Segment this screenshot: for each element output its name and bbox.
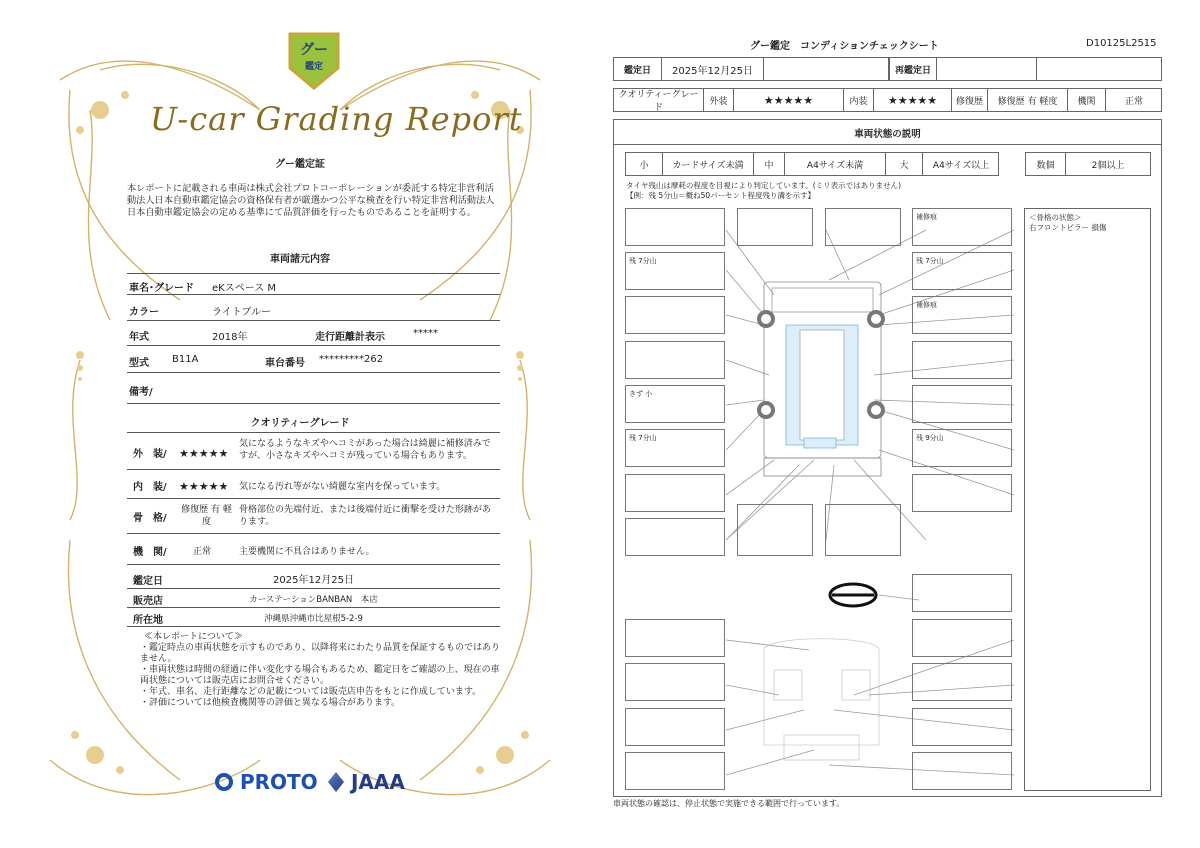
inspection-box bbox=[625, 619, 725, 657]
legend-large-desc: A4サイズ以上 bbox=[932, 160, 990, 171]
legend-small-desc: カードサイズ未満 bbox=[663, 153, 754, 175]
inspection-box: 補修痕 bbox=[912, 208, 1012, 246]
spec-row-year bbox=[127, 322, 500, 346]
proto-mark-icon bbox=[215, 773, 233, 791]
goo-appraisal-badge bbox=[286, 30, 342, 92]
certificate-title: グー鑑定証 bbox=[275, 159, 325, 170]
inspection-box bbox=[912, 341, 1012, 379]
address-row bbox=[127, 609, 500, 627]
odo-label: 走行距離計表示 bbox=[315, 332, 385, 343]
legend-medium-desc: A4サイズ未満 bbox=[785, 153, 886, 175]
shop-label: 販売店 bbox=[133, 596, 163, 607]
note-item: ・車両状態は時間の経過に伴い変化する場合もあるため、鑑定日をご確認の上、現在の車両状態については販売店にお問合せください。 bbox=[140, 665, 500, 686]
shop-row bbox=[127, 590, 500, 608]
quality-row-exterior bbox=[127, 432, 500, 470]
report-notes bbox=[140, 632, 500, 709]
model-value: B11A bbox=[172, 354, 199, 365]
redate-label: 再鑑定日 bbox=[889, 58, 937, 80]
interior-desc: 気になる汚れ等がない綺麗な室内を保っています。 bbox=[239, 482, 446, 492]
date-value: 2025年12月25日 bbox=[273, 575, 354, 586]
condition-check-sheet bbox=[600, 0, 1200, 848]
inspection-box bbox=[825, 208, 901, 246]
frame-status-box bbox=[1024, 208, 1151, 791]
legend-large: 大 bbox=[886, 153, 923, 175]
inspection-box: きず 小 bbox=[625, 385, 725, 423]
chassis-label: 車台番号 bbox=[265, 358, 305, 369]
exterior-stars: ★★★★★ bbox=[179, 447, 229, 460]
exterior-label: 外 装/ bbox=[133, 449, 167, 460]
quality-section-title: クオリティーグレード bbox=[250, 418, 350, 429]
tire-note-example: 【例：残 5分山＝概ね50パーセント程度残り溝を示す】 bbox=[626, 191, 816, 200]
proto-logo: PROTO bbox=[215, 770, 318, 794]
exterior-stars: ★★★★★ bbox=[734, 89, 844, 111]
car-name-label: 車名･グレード bbox=[129, 283, 194, 294]
note-item: ・年式、車名、走行距離などの記載については販売店申告をもとに作成しています。 bbox=[140, 687, 482, 697]
quality-row-engine bbox=[127, 535, 500, 565]
frame-status-value: 右フロントピラー 損傷 bbox=[1029, 223, 1107, 232]
inspection-box bbox=[737, 504, 813, 556]
inspection-box bbox=[625, 708, 725, 746]
spec-row-remarks bbox=[127, 374, 500, 404]
engine-label: 機関 bbox=[1068, 89, 1106, 111]
interior-label: 内装 bbox=[844, 89, 874, 111]
quality-row-frame bbox=[127, 500, 500, 534]
frame-desc: 骨格部位の先端付近、または後端付近に衝撃を受けた形跡があります。 bbox=[239, 505, 492, 527]
note-item: ・評価については他検査機関等の評価と異なる場合があります。 bbox=[140, 698, 401, 708]
badge-top-text: グー bbox=[300, 42, 328, 58]
repair-value: 修復歴 有 軽度 bbox=[988, 89, 1068, 111]
car-name-value: eKスペース M bbox=[212, 283, 277, 294]
inspection-box bbox=[625, 752, 725, 790]
badge-bottom-text: 鑑定 bbox=[304, 62, 323, 72]
spec-row-car bbox=[127, 273, 500, 295]
repair-label: 修復歴 bbox=[952, 89, 988, 111]
inspection-box bbox=[912, 752, 1012, 790]
inspection-box bbox=[625, 518, 725, 556]
vehicle-state-panel bbox=[613, 119, 1162, 797]
sheet-title: グー鑑定 コンディションチェックシート bbox=[750, 41, 939, 52]
frame-label: 骨 格/ bbox=[133, 513, 167, 524]
color-label: カラー bbox=[129, 307, 159, 318]
inspection-box bbox=[912, 619, 1012, 657]
inspection-box: 残 9分山 bbox=[912, 429, 1012, 467]
count-label: 数個 bbox=[1026, 153, 1066, 175]
interior-stars: ★★★★★ bbox=[179, 480, 229, 493]
address-value: 沖縄県沖縄市比屋根5-2-9 bbox=[264, 614, 363, 624]
date-label: 鑑定日 bbox=[614, 58, 662, 80]
frame-status-title: ＜骨格の状態＞ bbox=[1029, 213, 1082, 222]
model-label: 型式 bbox=[129, 358, 149, 369]
engine-value: 正常 bbox=[1124, 96, 1143, 107]
quality-row-interior bbox=[127, 471, 500, 499]
year-value: 2018年 bbox=[212, 332, 248, 343]
inspection-box bbox=[737, 208, 813, 246]
inspection-box bbox=[912, 708, 1012, 746]
redate-value bbox=[937, 58, 1037, 80]
inspection-box bbox=[625, 341, 725, 379]
spec-row-color bbox=[127, 297, 500, 321]
spec-section-title: 車両諸元内容 bbox=[270, 254, 330, 265]
date-row bbox=[127, 568, 500, 589]
color-value: ライトブルー bbox=[212, 307, 271, 318]
interior-stars: ★★★★★ bbox=[874, 89, 952, 111]
remarks-label: 備考/ bbox=[129, 387, 153, 398]
notes-title: ≪本レポートについて≫ bbox=[144, 632, 243, 642]
year-label: 年式 bbox=[129, 332, 149, 343]
legend-small: 小 bbox=[626, 153, 663, 175]
steering-wheel-icon bbox=[830, 584, 876, 606]
inspection-box bbox=[912, 574, 1012, 612]
inspection-box bbox=[912, 663, 1012, 701]
count-value: 2個以上 bbox=[1091, 160, 1125, 171]
inspection-box bbox=[912, 474, 1012, 512]
inspection-box: 補修痕 bbox=[912, 296, 1012, 334]
chassis-value: *********262 bbox=[319, 354, 384, 365]
report-script-title: U-car Grading Report bbox=[150, 100, 523, 138]
inspection-box bbox=[625, 296, 725, 334]
date-blank bbox=[764, 58, 889, 80]
engine-value: 正常 bbox=[193, 547, 212, 557]
address-label: 所在地 bbox=[133, 615, 163, 626]
shop-value: カーステーションBANBAN 本店 bbox=[249, 595, 378, 605]
inspection-box: 残 7分山 bbox=[625, 252, 725, 290]
frame-value: 修復歴 有 軽度 bbox=[181, 505, 232, 527]
tire-note: タイヤ残山は摩耗の程度を目視により判定しています。(ミリ表示ではありません) bbox=[626, 181, 902, 190]
inspection-box bbox=[625, 663, 725, 701]
inspection-box: 残 7分山 bbox=[625, 429, 725, 467]
date-value: 2025年12月25日 bbox=[662, 58, 764, 80]
spec-row-model bbox=[127, 347, 500, 373]
state-title: 車両状態の説明 bbox=[854, 129, 921, 140]
date-header-row bbox=[613, 57, 1162, 81]
sheet-footer: 車両状態の確認は、停止状態で実施できる範囲で行っています。 bbox=[613, 799, 845, 808]
inspection-box: 残 7分山 bbox=[912, 252, 1012, 290]
interior-label: 内 装/ bbox=[133, 482, 167, 493]
note-item: ・鑑定時点の車両状態を示すものであり、以降将来にわたり品質を保証するものではありません。 bbox=[140, 643, 501, 664]
date-label: 鑑定日 bbox=[133, 576, 163, 587]
inspection-box bbox=[625, 208, 725, 246]
jaaa-mark-icon bbox=[328, 772, 344, 792]
legend-medium: 中 bbox=[754, 153, 785, 175]
inspection-box bbox=[912, 385, 1012, 423]
engine-desc: 主要機関に不具合はありません。 bbox=[239, 547, 375, 557]
odo-value: ***** bbox=[413, 328, 438, 339]
engine-label: 機 関/ bbox=[133, 547, 167, 558]
inspection-box bbox=[825, 504, 901, 556]
exterior-label: 外装 bbox=[704, 89, 734, 111]
document-id: D10125L2515 bbox=[1086, 38, 1157, 49]
jaaa-logo: JAAA bbox=[328, 770, 405, 794]
exterior-desc: 気になるようなキズやへコミがあった場合は綺麗に補修済みですが、小さなキズやへコミが残っている場合もあります。 bbox=[239, 439, 491, 461]
quality-header-row bbox=[613, 88, 1162, 112]
inspection-box bbox=[625, 474, 725, 512]
certificate-intro: 本レポートに記載される車両は株式会社プロトコーポレーションが委託する特定非営利活動法人日本自動車鑑定協会の資格保有者が厳選かつ公平な検査を行い特定非営利活動法人日本自動車鑑定協会の定める基準にて品質評価を行ったものであることを証明する。 bbox=[127, 183, 495, 218]
quality-grade-label: クオリティーグレード bbox=[614, 89, 704, 111]
